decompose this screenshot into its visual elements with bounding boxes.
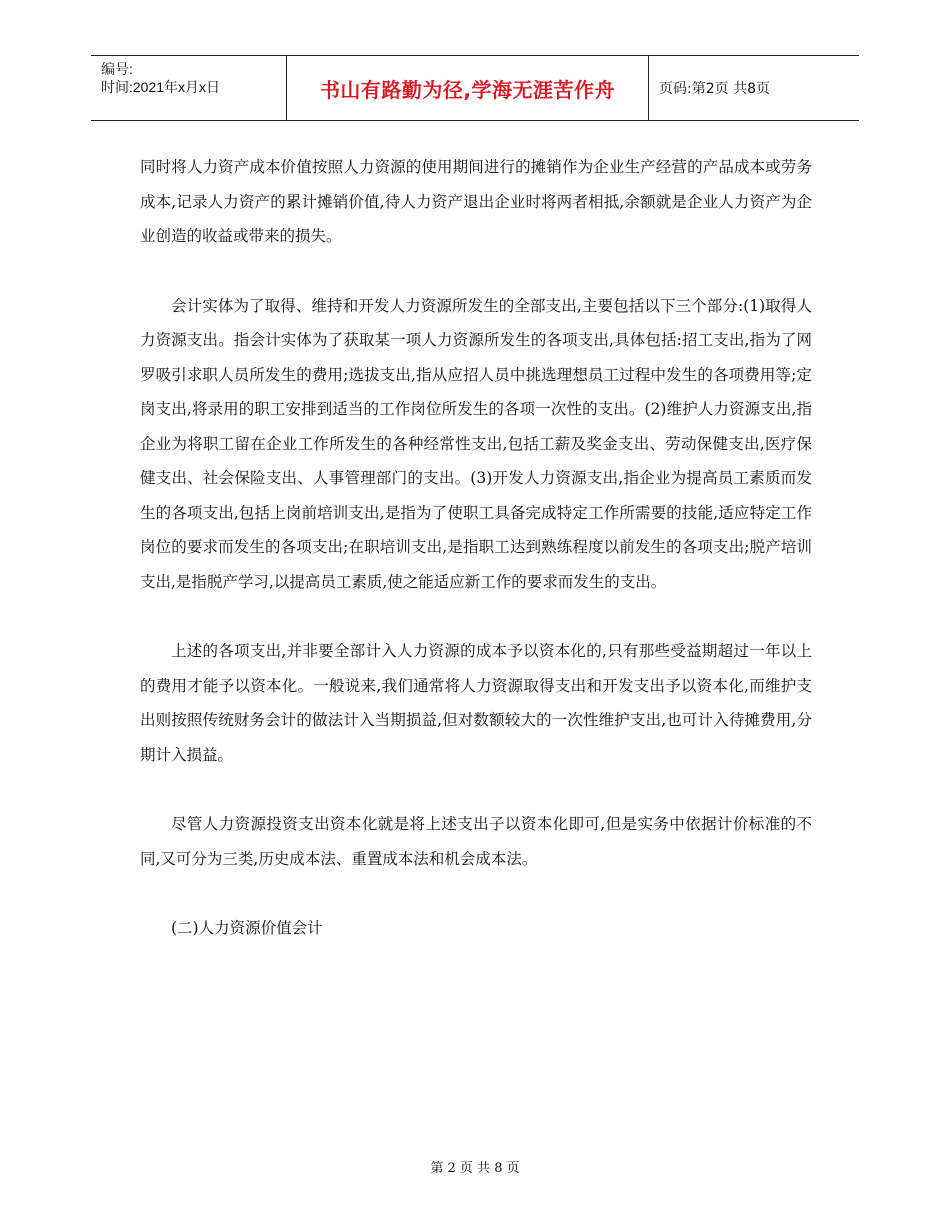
header-page-info: 页码:第2页 共8页 bbox=[659, 81, 770, 97]
document-body bbox=[140, 150, 812, 946]
paragraph-expenditure-types: 会计实体为了取得、维持和开发人力资源所发生的全部支出,主要包括以下三个部分:(1)取得人力资源支出。指会计实体为了获取某一项人力资源所发生的各项支出,具体包括:招工支出,指为了网罗吸引求职人员所发生的费用;选拔支出,指从应招人员中挑选理想员工过程中发生的各项费用等;定岗支出,将录用的职工安排到适当的工作岗位所发生的各项一次性的支出。(2)维护人力资源支出,指企业为将职工留在企业工作所发生的各种经常性支出,包括工薪及奖金支出、劳动保健支出,医疗保健支出、社会保险支出、人事管理部门的支出。(3)开发人力资源支出,指企业为提高员工素质而发生的各项支出,包括上岗前培训支出,是指为了使职工具备完成特定工作所需要的技能,适应特定工作岗位的要求而发生的各项支出;在职培训支出,是指职工达到熟练程度以前发生的各项支出;脱产培训支出,是指脱产学习,以提高员工素质,使之能适应新工作的要求而发生的支出。 bbox=[140, 296, 812, 591]
paragraph-continuation: 同时将人力资产成本价值按照人力资源的使用期间进行的摊销作为企业生产经营的产品成本或劳务成本,记录人力资产的累计摊销价值,待人力资产退出企业时将两者相抵,余额就是企业人力资产为企业创造的收益或带来的损失。 bbox=[140, 158, 812, 245]
section-heading: (二)人力资源价值会计 bbox=[171, 919, 323, 937]
paragraph-capitalization: 上述的各项支出,并非要全部计入人力资源的成本予以资本化的,只有那些受益期超过一年以上的费用才能予以资本化。一般说来,我们通常将人力资源取得支出和开发支出予以资本化,而维护支出则按照传统财务会计的做法计入当期损益,但对数额较大的一次性维护支出,也可计入待摊费用,分期计入损益。 bbox=[140, 642, 812, 764]
document-number-label: 编号: bbox=[101, 61, 133, 77]
page-footer: 第 2 页 共 8 页 bbox=[430, 1161, 520, 1176]
paragraph-valuation-methods: 尽管人力资源投资支出资本化就是将上述支出子以资本化即可,但是实务中依据计价标准的不同,又可分为三类,历史成本法、重置成本法和机会成本法。 bbox=[140, 815, 812, 868]
header-meta bbox=[91, 56, 287, 120]
document-time-label: 时间:2021年x月x日 bbox=[101, 79, 221, 95]
page-header bbox=[91, 55, 859, 121]
header-motto: 书山有路勤为径,学海无涯苦作舟 bbox=[287, 56, 649, 120]
